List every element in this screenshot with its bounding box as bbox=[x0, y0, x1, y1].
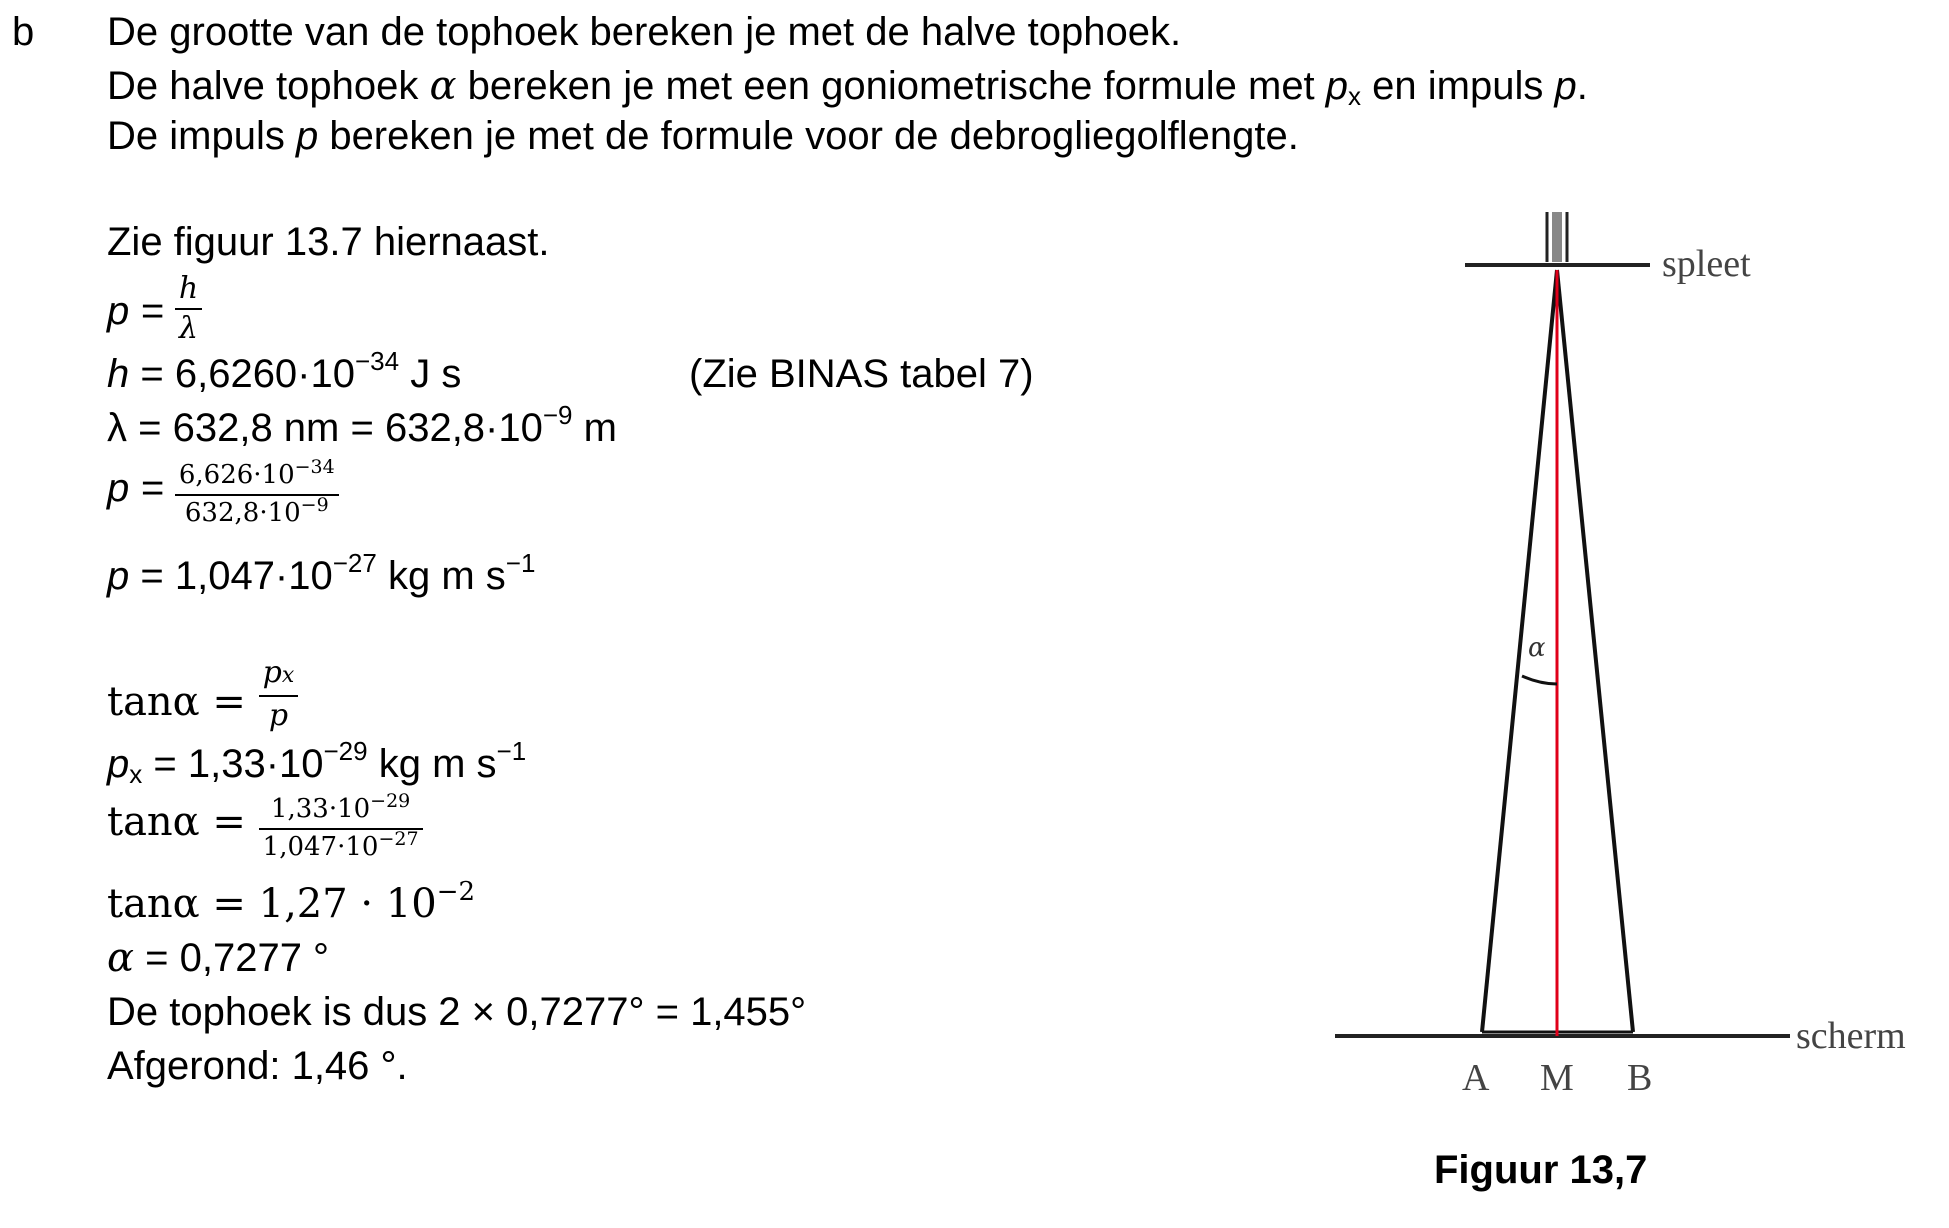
point-m-label: M bbox=[1540, 1057, 1574, 1099]
scherm-label: scherm bbox=[1796, 1015, 1906, 1057]
intro-line-3: De impuls p bereken je met de formule voor de debrogliegolflengte. bbox=[107, 114, 1299, 158]
rounded-result: Afgerond: 1,46 °. bbox=[107, 1044, 408, 1088]
ray-left bbox=[1482, 270, 1557, 1032]
section-label: b bbox=[12, 10, 35, 54]
point-a-label: A bbox=[1462, 1057, 1490, 1099]
alpha-label: α bbox=[1528, 633, 1546, 663]
tophoek-result: De tophoek is dus 2 × 0,7277° = 1,455° bbox=[107, 990, 807, 1034]
tan-fraction: tanα = $\frac{1,33\cdot 10^{-29}}{1,047\cdot 10^{-27}}$ bbox=[107, 792, 423, 866]
see-figure-text: Zie figuur 13.7 hiernaast. bbox=[107, 220, 550, 264]
intro-line-1: De grootte van de tophoek bereken je met de halve tophoek. bbox=[107, 10, 1182, 54]
tan-formula: tanα = $\frac{px}{p}$ bbox=[107, 654, 298, 735]
tan-result: $\tan\alpha = 1,27 \cdot 10^{-2}$ bbox=[107, 877, 476, 927]
angle-arc bbox=[1522, 676, 1557, 684]
px-value: px = $1,33\cdot 10^{-29}$ kg m $s^{-1}$ bbox=[107, 736, 527, 789]
binas-note: (Zie BINAS tabel 7) bbox=[689, 352, 1034, 396]
momentum-fraction: p = $\frac{6,626\cdot 10^{-34}}{632,8\cdot 10^{-9}}$ bbox=[107, 458, 339, 532]
wavelength-value: λ = 632,8 nm = $632,8\cdot 10^{-9}$ m bbox=[107, 400, 617, 450]
slit-opening bbox=[1552, 212, 1562, 262]
figure-caption: Figuur 13,7 bbox=[1434, 1148, 1648, 1192]
spleet-label: spleet bbox=[1662, 243, 1751, 285]
point-b-label: B bbox=[1627, 1057, 1653, 1099]
alpha-result: α = 0,7277 ° bbox=[107, 935, 330, 981]
momentum-formula: p = $\frac{h}{\lambda}$ bbox=[107, 270, 202, 348]
momentum-result: $p = 1,047\cdot 10^{-27}$ kg m $s^{-1}$ bbox=[107, 548, 536, 598]
ray-right bbox=[1557, 270, 1633, 1032]
planck-constant: $h = 6,6260\cdot 10^{-34}$ J s bbox=[107, 346, 462, 396]
intro-line-2: De halve tophoek α bereken je met een goniometrische formule met px en impuls p. bbox=[107, 63, 1588, 111]
